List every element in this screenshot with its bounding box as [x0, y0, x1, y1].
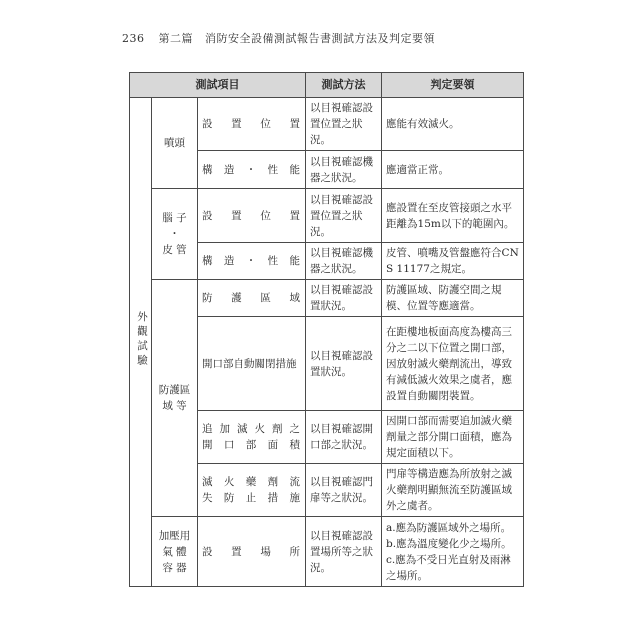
test-item-line: 失防止措施 [202, 492, 302, 504]
test-item: 開口部自動關閉措施 [198, 317, 306, 411]
page-header [122, 30, 435, 46]
test-item-line: 開口部面積 [202, 439, 302, 451]
criteria: 因開口部而需要追加滅火藥劑量之部分開口面積，應為規定面積以下。 [382, 411, 524, 464]
category-nozzle: 噴頭 [152, 98, 198, 189]
criteria: 應適當正常。 [382, 151, 524, 189]
test-method: 以目視確認設置狀況。 [306, 280, 382, 317]
category-line: ・ [169, 228, 180, 240]
criteria: 防護區域、防護空間之規模、位置等應適當。 [382, 280, 524, 317]
test-item: 設置位置 [198, 98, 306, 151]
test-item: 設置位置 [198, 189, 306, 243]
criteria-list-item: a.應為防護區域外之場所。 [386, 521, 512, 534]
test-method: 以目視確認機器之狀況。 [306, 243, 382, 280]
category-pressurized-gas [152, 517, 198, 587]
criteria: 門扉等構造應為所放射之滅火藥劑明顯無流至防護區域外之虞者。 [382, 464, 524, 517]
test-method: 以目視確認設置場所等之狀況。 [306, 517, 382, 587]
test-item: 防護區域 [198, 280, 306, 317]
page-number: 236 [122, 32, 145, 45]
category-line: 域 等 [162, 400, 187, 412]
test-method: 以目視確認門扉等之狀況。 [306, 464, 382, 517]
test-item: 設置場所 [198, 517, 306, 587]
col-header-test-method: 測試方法 [306, 73, 382, 98]
category-line: 腦 子 [162, 212, 187, 224]
category-hose-pipe [152, 189, 198, 280]
test-item-line: 追加滅火劑之 [202, 423, 302, 435]
table-row [130, 280, 524, 317]
category-line: 防護區 [158, 384, 191, 396]
test-item: 構造・性能 [198, 151, 306, 189]
col-header-criteria: 判定要領 [382, 73, 524, 98]
test-item-line: 滅火藥劑流 [202, 476, 302, 488]
col-header-test-item: 測試項目 [130, 73, 306, 98]
table-row [130, 189, 524, 243]
test-method: 以目視確認設置位置之狀況。 [306, 189, 382, 243]
criteria-list-item: b.應為溫度變化少之場所。 [386, 537, 512, 550]
table-row [130, 98, 524, 151]
test-item [198, 411, 306, 464]
category-line: 氣 體 [162, 545, 187, 558]
test-method: 以目視確認設置狀況。 [306, 317, 382, 411]
table-row [130, 517, 524, 587]
criteria-list-item: c.應為不受日光直射及雨淋之場所。 [386, 553, 511, 582]
chapter-label: 第二篇 [158, 32, 193, 45]
test-method: 以目視確認開口部之狀況。 [306, 411, 382, 464]
test-method: 以目視確認機器之狀況。 [306, 151, 382, 189]
category-protection-area [152, 280, 198, 517]
test-item [198, 464, 306, 517]
criteria: 應能有效滅火。 [382, 98, 524, 151]
test-item: 構造・性能 [198, 243, 306, 280]
table-header-row [130, 73, 524, 98]
category-line: 加壓用 [158, 529, 191, 542]
criteria: 應設置在至皮管接頭之水平距離為15m以下的範圍內。 [382, 189, 524, 243]
group-label: 外觀試驗 [136, 310, 148, 369]
category-line: 皮 管 [162, 244, 187, 256]
criteria: 皮管、噴嘴及管盤應符合CNS 11177之規定。 [382, 243, 524, 280]
test-spec-table [129, 72, 524, 587]
group-label-cell [130, 98, 152, 587]
criteria [382, 517, 524, 587]
category-line: 容 器 [162, 561, 187, 574]
test-method: 以目視確認設置位置之狀況。 [306, 98, 382, 151]
running-title: 消防安全設備測試報告書測試方法及判定要領 [205, 32, 435, 45]
criteria: 在距樓地板面高度為樓高三分之二以下位置之開口部，因放射滅火藥劑流出，導致有減低滅火效果之虞者，應設置自動關閉裝置。 [382, 317, 524, 411]
